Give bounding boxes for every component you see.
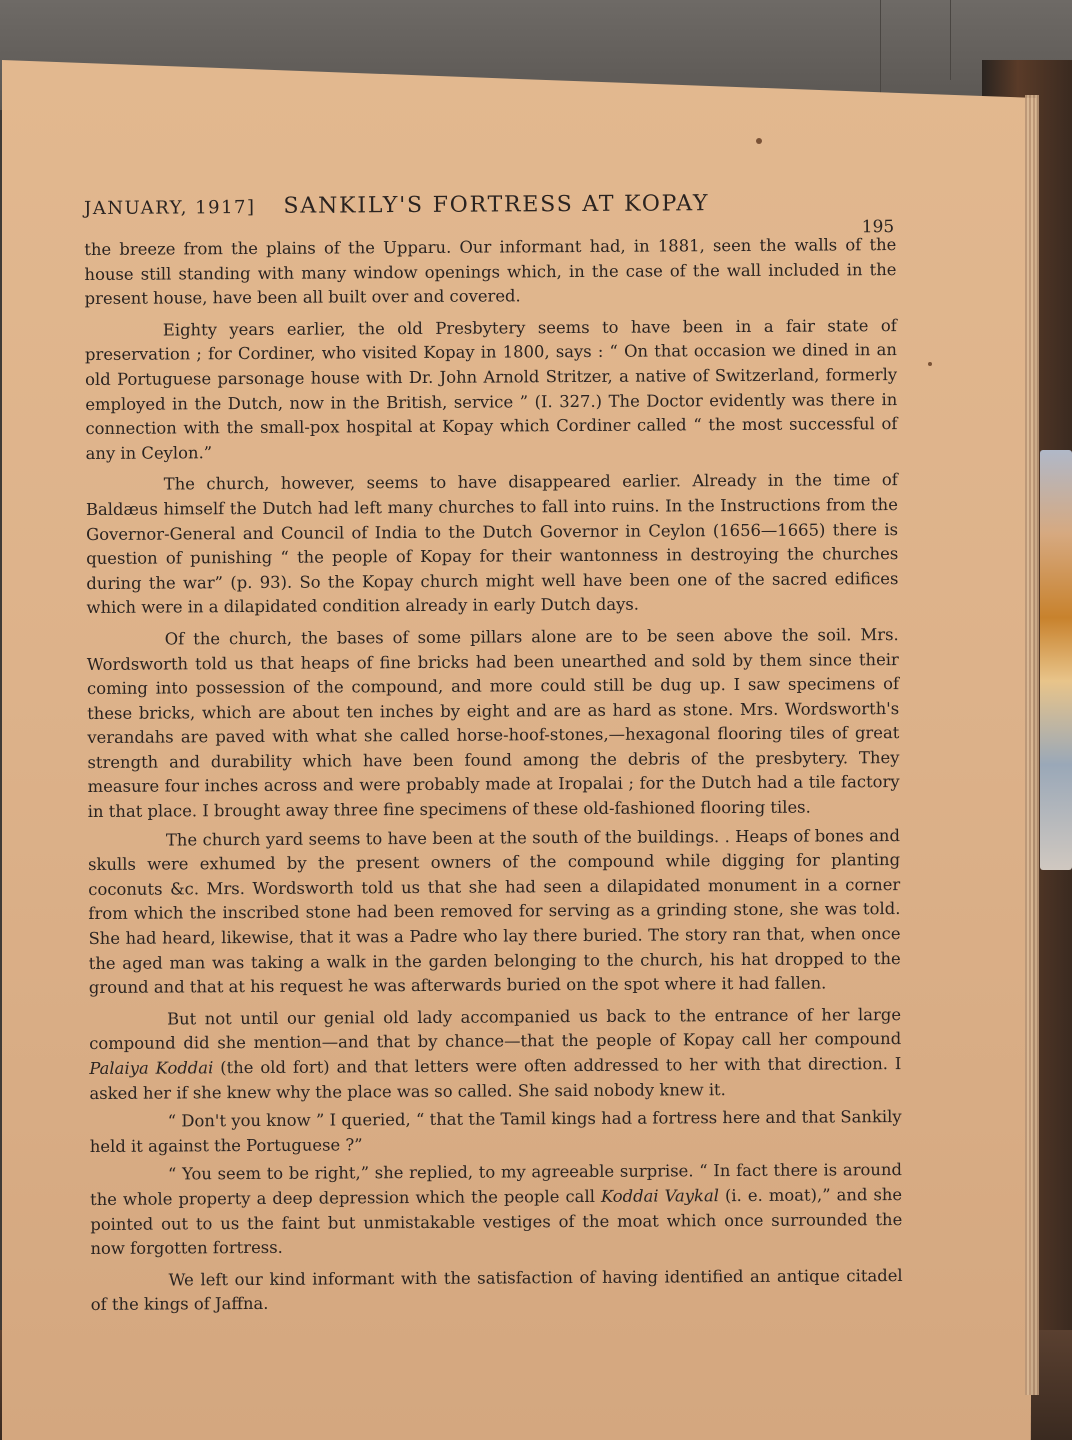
paragraph-1: the breeze from the plains of the Upparu. Our informant had, in 1881, seen the walls of the house still standing with many window openings which, in the case of the wall included in the present house, have been all built over and covered.	[84, 235, 897, 309]
header-title: SANKILY'S FORTRESS AT KOPAY	[283, 191, 710, 219]
paragraph-3: The church, however, seems to have disappeared earlier. Already in the time of Baldæus himself the Dutch had left many churches to fall into ruins. In the Instructions from the Governor-General and Council of India to the Dutch Governor in Ceylon (1656—1665) there is question of punishing “ the people of Kopay for their wantonness in destroying the churches during the war” (p. 93). So the Kopay church might well have been one of the sacred edifices which were in a dilapidated condition already in early Dutch days.	[85, 470, 899, 618]
paragraph-7: “ Don't you know ” I queried, “ that the Tamil kings had a fortress here and that Sankily held it against the Portuguese ?”	[89, 1107, 902, 1156]
paragraph-2: Eighty years earlier, the old Presbytery seems to have been in a fair state of preservation ; for Cordiner, who visited Kopay in 1800, says : “ On that occasion we dined in an old Portuguese parsonage house with Dr. John Arnold Stritzer, a native of Switzerland, formerly employed in the Dutch, now in the British, service ” (I. 327.) The Doctor evidently was there in connection with the small-pox hospital at Kopay which Cordiner called “ the most successful of any in Ceylon.”	[84, 315, 898, 463]
paragraph-8-text-b: (i. e. moat),” and she pointed out to us the faint but unmistakable vestiges of the moat which once surrounded the now forgotten fortress.	[90, 1184, 903, 1259]
paragraph-6-italic: Palaiya Koddai	[89, 1058, 214, 1078]
page-content	[84, 190, 903, 1318]
running-header	[84, 190, 896, 220]
page-speck	[756, 138, 762, 144]
paragraph-8-text-a: “ You seem to be right,” she replied, to my agreeable surprise. “ In fact there is around the whole property a deep depression which the people call	[90, 1160, 903, 1209]
paragraph-9: We left our kind informant with the satisfaction of having identified an antique citadel of the kings of Jaffna.	[90, 1265, 903, 1315]
paragraph-6	[89, 1003, 902, 1106]
page-speck	[928, 362, 932, 366]
paragraph-5: The church yard seems to have been at the south of the buildings. . Heaps of bones and skulls were exhumed by the present owners of the compound while digging for planting coconuts &c. Mrs. Wordsworth told us that she had seen a dilapidated monument in a corner from which the inscribed stone had been removed for serving as a grinding stone, she was told. She had heard, likewise, that it was a Padre who lay there buried. The story ran that, when once the aged man was taking a walk in the garden belonging to the church, his hat dropped to the ground and that at his request he was afterwards buried on the spot where it had fallen.	[88, 825, 901, 998]
page-edges	[1025, 95, 1039, 1395]
paragraph-4: Of the church, the bases of some pillars alone are to be seen above the soil. Mrs. Wordsworth told us that heaps of fine bricks had been unearthed and sold by them since their coming into possession of the compound, and more could still be dug up. I saw specimens of these bricks, which are about ten inches by eight and are as hard as stone. Mrs. Wordsworth's verandahs are paved with what she called horse-hoof-stones,—hexagonal flooring tiles of great strength and durability which have been found among the debris of the presbytery. They measure four inches across and were probably made at Iropalai ; for the Dutch had a tile factory in that place. I brought away three fine specimens of these old-fashioned flooring tiles.	[86, 624, 900, 822]
page-number: 195	[861, 217, 895, 238]
paragraph-8	[90, 1158, 903, 1261]
underlying-picture	[1040, 450, 1072, 870]
paragraph-8-italic: Koddai Vaykal	[600, 1186, 720, 1206]
header-date: JANUARY, 1917]	[84, 196, 256, 219]
paragraph-6-text-b: (the old fort) and that letters were often addressed to her with that direction. I asked her if she knew why the place was so called. She said nobody knew it.	[89, 1054, 902, 1103]
paragraph-6-text-a: But not until our genial old lady accompanied us back to the entrance of her large compound did she mention—and that by chance—that the people of Kopay call her compound	[89, 1004, 902, 1054]
